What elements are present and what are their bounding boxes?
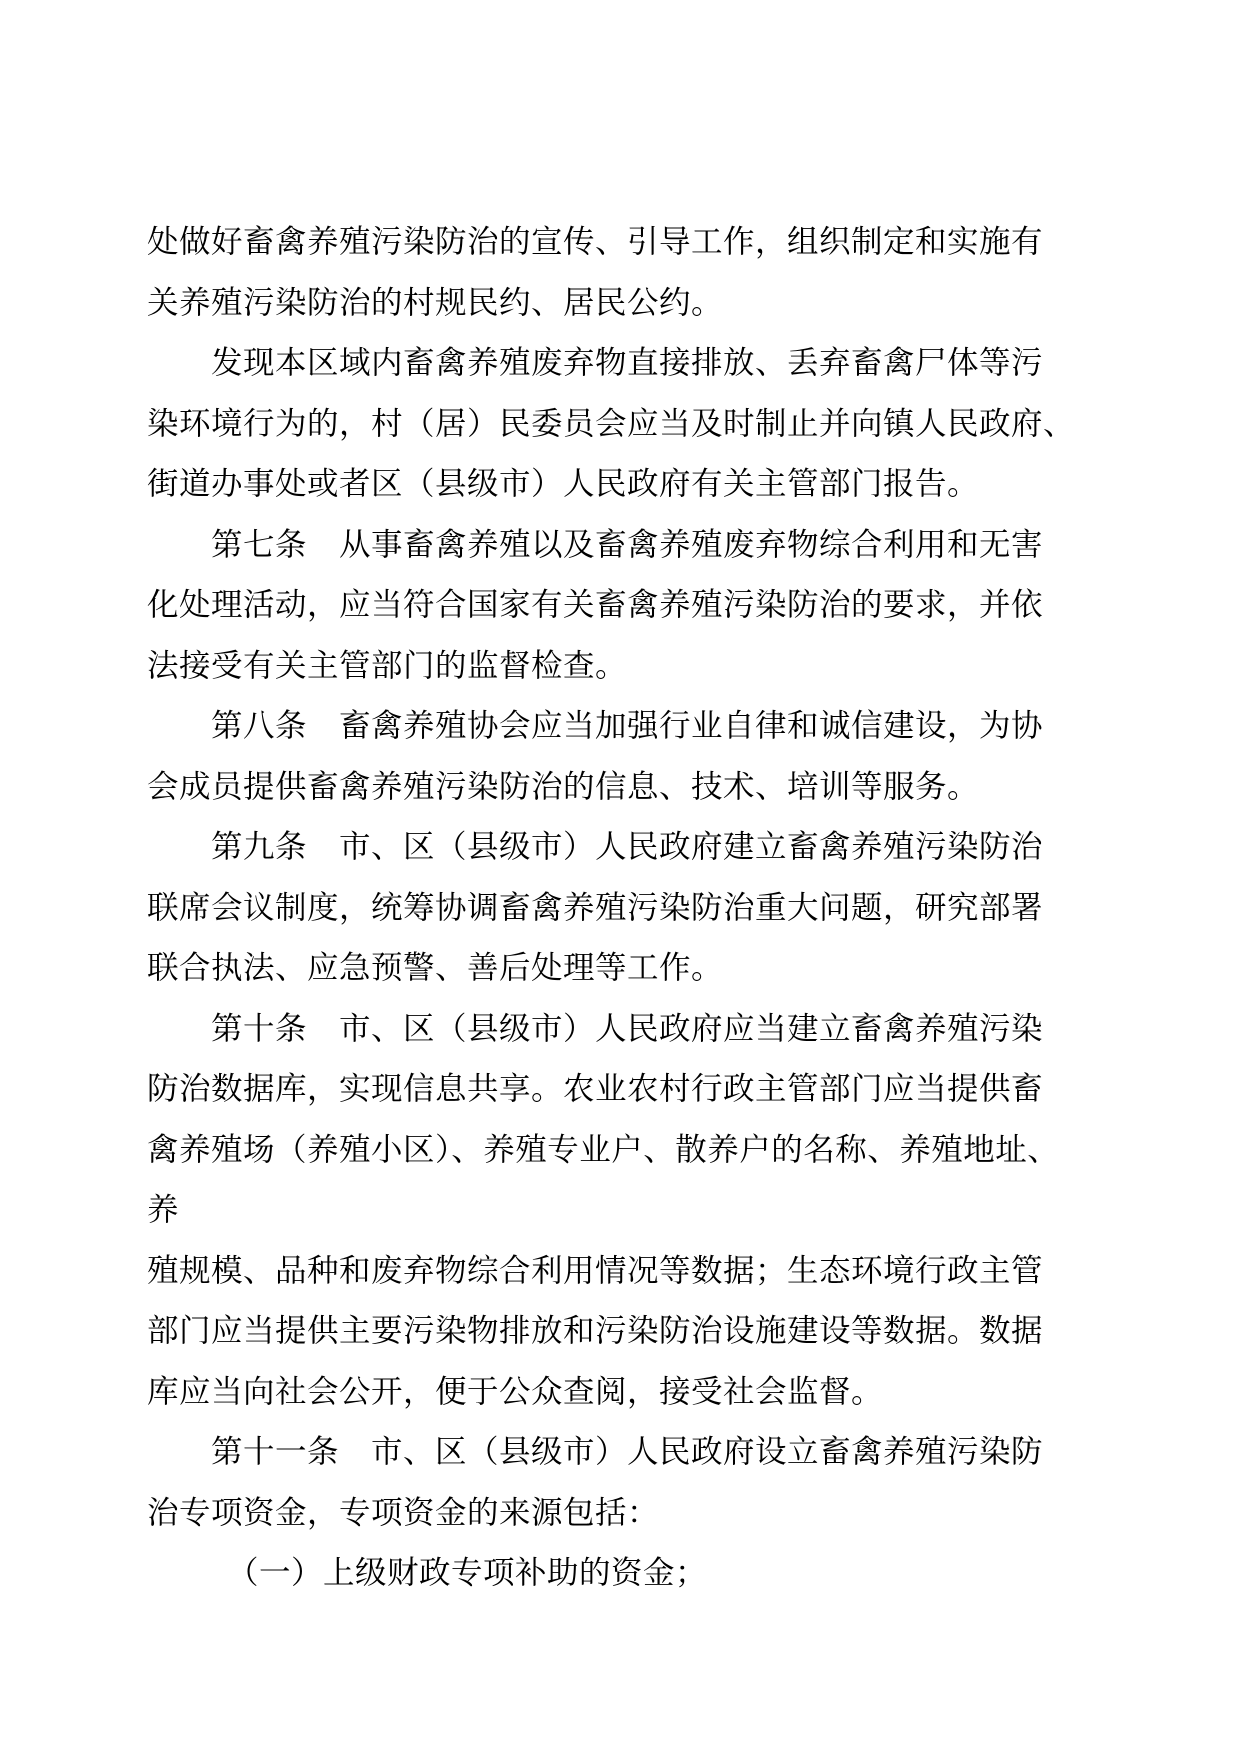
article-10 bbox=[147, 999, 1087, 1423]
article-8 bbox=[147, 696, 1087, 817]
line: 法接受有关主管部门的监督检查。 bbox=[147, 647, 628, 684]
list-item-1 bbox=[147, 1543, 1087, 1604]
line: 市、区（县级市）人民政府应当建立畜禽养殖污染 bbox=[339, 1010, 1044, 1047]
line: 市、区（县级市）人民政府建立畜禽养殖污染防治 bbox=[339, 829, 1044, 865]
paragraph-report-violations bbox=[147, 333, 1087, 515]
line: 从事畜禽养殖以及畜禽养殖废弃物综合利用和无害 bbox=[339, 526, 1044, 563]
line: 畜禽养殖协会应当加强行业自律和诚信建设，为协 bbox=[339, 708, 1044, 744]
line: 发现本区域内畜禽养殖废弃物直接排放、丢弃畜禽尸体等污 bbox=[211, 345, 1044, 381]
line: 治专项资金，专项资金的来源包括： bbox=[147, 1494, 660, 1531]
line: 化处理活动，应当符合国家有关畜禽养殖污染防治的要求，并依 bbox=[147, 587, 1044, 623]
line: 部门应当提供主要污染物排放和污染防治设施建设等数据。数据 bbox=[147, 1313, 1044, 1349]
line: 联席会议制度，统筹协调畜禽养殖污染防治重大问题，研究部署 bbox=[147, 889, 1044, 926]
line: 市、区（县级市）人民政府设立畜禽养殖污染防 bbox=[371, 1434, 1044, 1470]
line: 关养殖污染防治的村规民约、居民公约。 bbox=[147, 284, 724, 321]
article-11 bbox=[147, 1422, 1087, 1543]
paragraph-continuation bbox=[147, 212, 1087, 333]
article-7 bbox=[147, 515, 1087, 697]
article-number: 第十一条 bbox=[211, 1434, 340, 1470]
line: 禽养殖场（养殖小区）、养殖专业户、散养户的名称、养殖地址、养 bbox=[147, 1131, 1060, 1228]
article-number: 第九条 bbox=[211, 829, 308, 865]
line: 联合执法、应急预警、善后处理等工作。 bbox=[147, 950, 724, 986]
article-number: 第八条 bbox=[211, 708, 308, 744]
line: 库应当向社会公开，便于公众查阅，接受社会监督。 bbox=[147, 1373, 884, 1410]
line: 染环境行为的，村（居）民委员会应当及时制止并向镇人民政府、 bbox=[147, 405, 1076, 442]
line: 街道办事处或者区（县级市）人民政府有关主管部门报告。 bbox=[147, 466, 980, 502]
article-number: 第十条 bbox=[211, 1010, 308, 1047]
line: 防治数据库，实现信息共享。农业农村行政主管部门应当提供畜 bbox=[147, 1071, 1044, 1107]
line: 处做好畜禽养殖污染防治的宣传、引导工作，组织制定和实施有 bbox=[147, 224, 1044, 260]
line: （一）上级财政专项补助的资金； bbox=[227, 1555, 708, 1591]
line: 会成员提供畜禽养殖污染防治的信息、技术、培训等服务。 bbox=[147, 768, 980, 805]
document-body bbox=[147, 212, 1087, 1604]
article-9 bbox=[147, 817, 1087, 999]
article-number: 第七条 bbox=[211, 526, 308, 563]
line: 殖规模、品种和废弃物综合利用情况等数据；生态环境行政主管 bbox=[147, 1252, 1044, 1289]
